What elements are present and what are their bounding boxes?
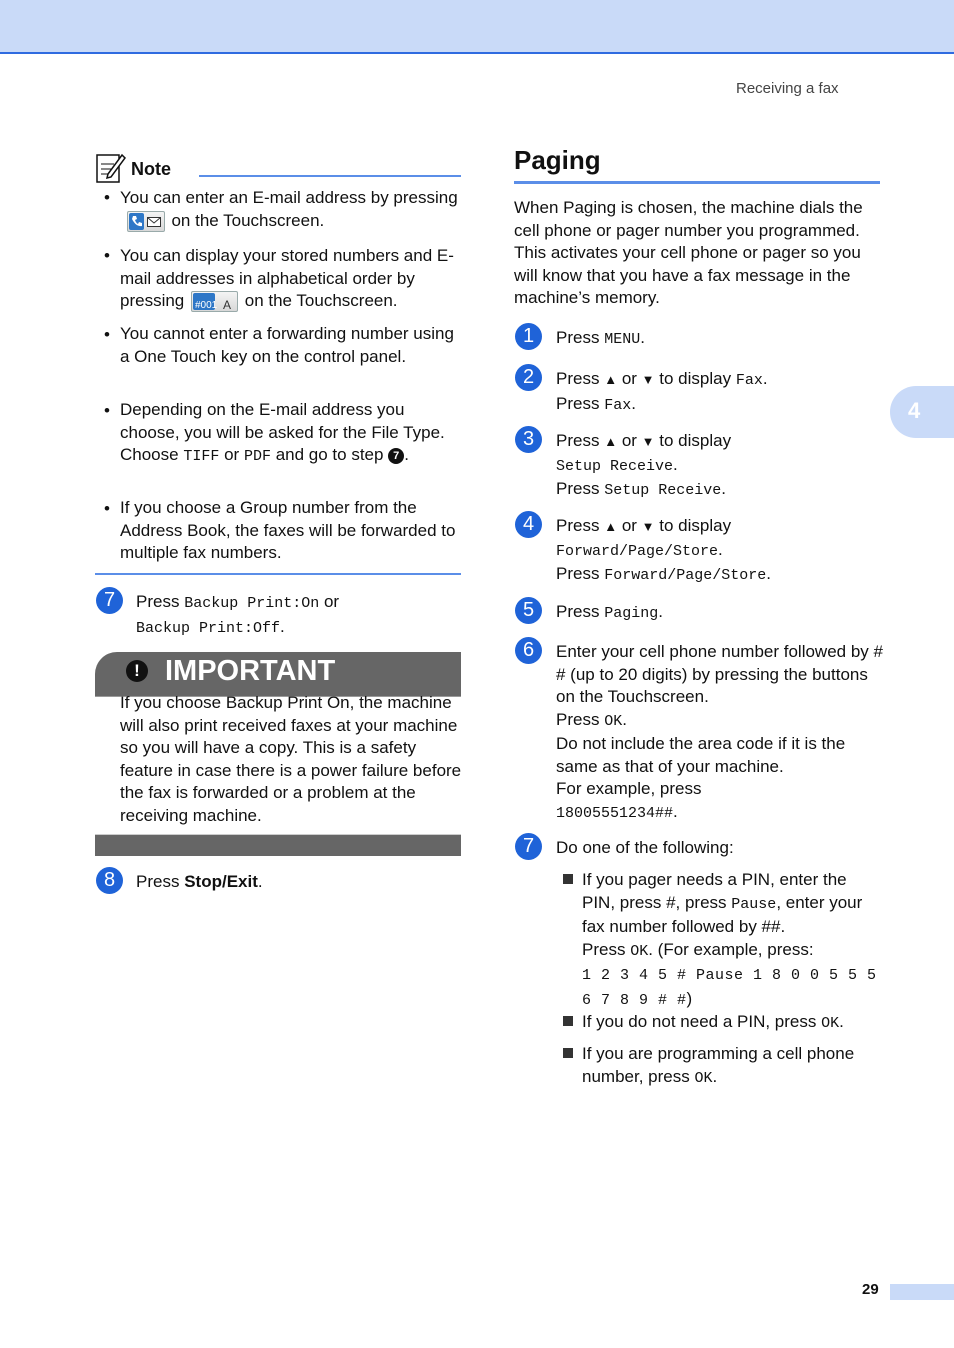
note-bullet-email: You can enter an E-mail address by pressing on the Touchscreen. [120,187,465,232]
bullet-dot: • [104,188,110,207]
step-4-text: Press ▲ or ▼ to display Forward/Page/Store. Press Forward/Page/Store. [556,516,771,584]
envelope-icon [147,217,161,227]
page-number-bar [890,1284,954,1300]
bullet-dot: • [104,246,110,265]
step-number-7-left: 7 [96,587,123,614]
paging-heading: Paging [514,145,601,175]
step-2-text: Press ▲ or ▼ to display Fax. Press Fax. [556,369,768,414]
option-pin-needed: If you pager needs a PIN, enter the PIN, press #, press Pause, enter your fax number followed by ##. Press OK. (For example, press: 1 2 3 4 5 # Pause 1 8 0 0 5 5 5 6 7 8 9 # #) [582,870,877,1009]
square-bullet [563,874,573,884]
square-bullet [563,1016,573,1026]
chapter-tab [890,386,954,438]
step-number-6: 6 [515,637,542,664]
square-bullet [563,1048,573,1058]
up-arrow-icon: ▲ [604,372,618,387]
down-arrow-icon: ▼ [641,434,655,449]
step-8-stop-exit: Press Stop/Exit. [136,872,263,891]
step-number-8-left: 8 [96,867,123,894]
step-7-backup-print: Press Backup Print:On or Backup Print:Off. [136,592,340,637]
step-number-2: 2 [515,364,542,391]
page-number: 29 [862,1281,879,1298]
note-bullet-group: If you choose a Group number from the Address Book, the faxes will be forwarded to multiple fax numbers. [120,498,456,562]
up-arrow-icon: ▲ [604,434,618,449]
bullet-dot: • [104,499,110,518]
note-title: Note [131,159,171,179]
option-cell-phone: If you are programming a cell phone number, press OK. [582,1044,855,1087]
note-bottom-divider [95,573,461,575]
email-button-image [127,211,165,232]
bullet-dot: • [104,325,110,344]
step-number-7: 7 [515,833,542,860]
phone-icon [131,215,142,227]
note-bullet-alphabetical: You can display your stored numbers and E-mail addresses in alphabetical order by pressing #001 A on the Touchscreen. [120,246,454,313]
alphabetical-button-image: #001 A [191,291,238,312]
step-number-3: 3 [515,426,542,453]
step-number-1: 1 [515,323,542,350]
note-pencil-icon [96,152,126,184]
down-arrow-icon: ▼ [641,372,655,387]
important-footer-bar [95,834,461,856]
important-title: IMPORTANT [165,655,336,687]
up-arrow-icon: ▲ [604,519,618,534]
top-banner [0,0,954,54]
note-bullet-filetype: Depending on the E-mail address you choose, you will be asked for the File Type. Choose TIFF or PDF and go to step 7 . [120,400,445,465]
step-number-5: 5 [515,597,542,624]
note-divider [199,175,461,177]
important-text: If you choose Backup Print On, the machine will also print received faxes at your machine so you will have a copy. This is a safety feature in case there is a power failure before the fax is forwarded or a problem at the receiving machine. [120,693,462,825]
down-arrow-icon: ▼ [641,519,655,534]
step-number-4: 4 [515,511,542,538]
paging-intro: When Paging is chosen, the machine dials the cell phone or pager number you programmed. This activates your cell phone or pager so you will know that you have a fax message in the machine’s memory. [514,198,863,307]
chapter-number: 4 [908,398,921,423]
option-no-pin: If you do not need a PIN, press OK. [582,1012,844,1032]
paging-underline [514,181,880,184]
bullet-dot: • [104,401,110,420]
step-7-text: Do one of the following: [556,838,734,857]
step-3-text: Press ▲ or ▼ to display Setup Receive. Press Setup Receive. [556,431,732,499]
note-bullet-onetouch: You cannot enter a forwarding number using a One Touch key on the control panel. [120,324,454,366]
warning-icon: ! [126,660,148,682]
step-5-text: Press Paging. [556,602,663,622]
step-6-text: Enter your cell phone number followed by # # (up to 20 digits) by pressing the buttons on the Touchscreen. Press OK. Do not include the area code if it is the same as that of your machine. For example, press 18005551234##. [556,642,883,822]
step-ref-circle: 7 [388,448,404,464]
step-1-text: Press MENU. [556,328,645,348]
running-header: Receiving a fax [736,80,839,97]
